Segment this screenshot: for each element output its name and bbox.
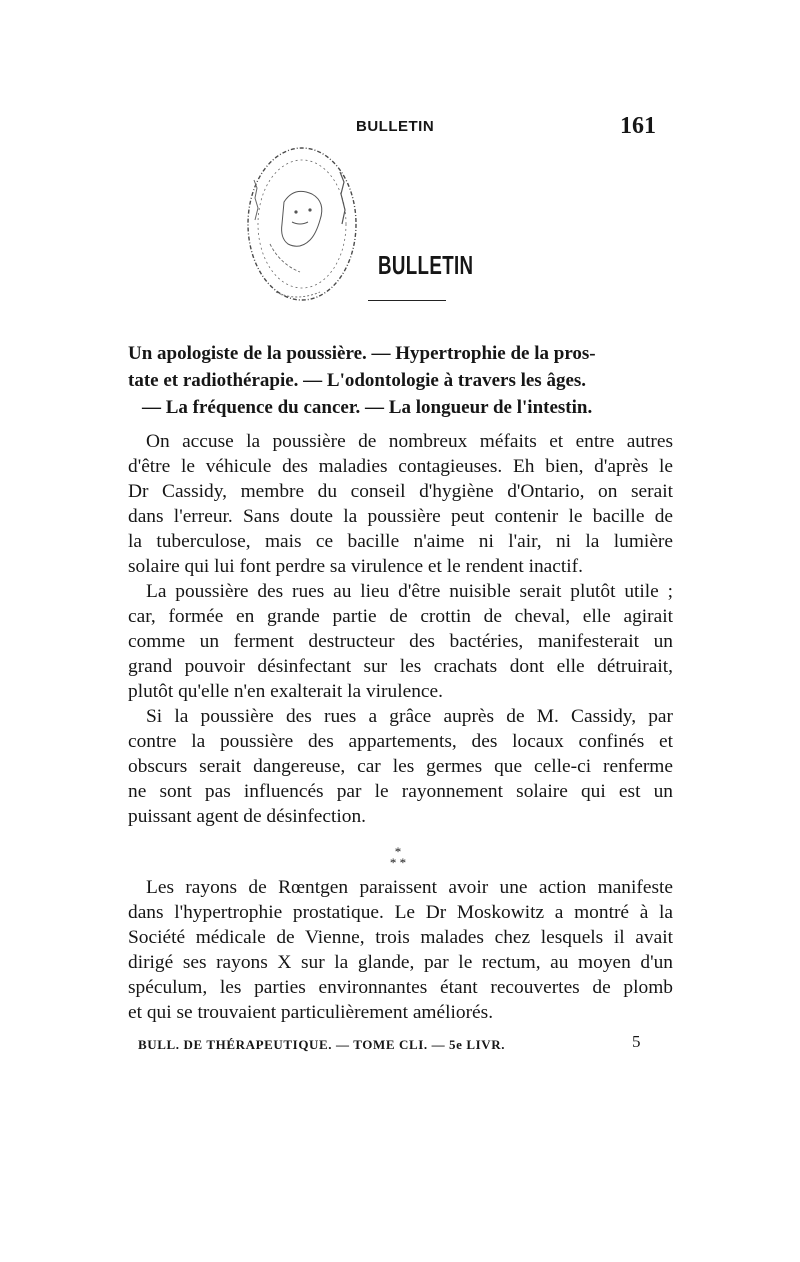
section-separator <box>378 846 418 868</box>
paragraph-line: Société médicale de Vienne, trois malades chez lesquels il avait <box>128 927 673 948</box>
paragraph-line: Dr Cassidy, membre du conseil d'hygiène d'Ontario, on serait <box>128 481 673 502</box>
paragraph-line: car, formée en grande partie de crottin de cheval, elle agirait <box>128 606 673 627</box>
paragraph-line: La poussière des rues au lieu d'être nuisible serait plutôt utile ; <box>146 581 673 602</box>
footer-signature: BULL. DE THÉRAPEUTIQUE. — TOME CLI. — 5e LIVR. <box>138 1037 506 1052</box>
paragraph-line: d'être le véhicule des maladies contagieuses. Eh bien, d'après le <box>128 456 673 477</box>
paragraph-line: dans l'hypertrophie prostatique. Le Dr Moskowitz a montré à la <box>128 902 673 923</box>
paragraph-line: et qui se trouvaient particulièrement améliorés. <box>128 1002 494 1023</box>
article-summary <box>128 340 673 421</box>
section-title: BULLETIN <box>378 250 474 280</box>
paragraph-line: comme un ferment destructeur des bactéries, manifesterait un <box>128 631 673 652</box>
paragraph-line: puissant agent de désinfection. <box>128 806 367 827</box>
paragraph-line: la tuberculose, mais ce bacille n'aime ni l'air, ni la lumière <box>128 531 673 552</box>
separator-star-top: * <box>394 844 402 859</box>
paragraph-line: On accuse la poussière de nombreux méfaits et entre autres <box>146 431 673 452</box>
paragraph-line: Les rayons de Rœntgen paraissent avoir une action manifeste <box>146 877 673 898</box>
footer-sheet-number: 5 <box>632 1032 641 1051</box>
paragraph-line: plutôt qu'elle n'en exalterait la virulence. <box>128 681 443 702</box>
separator-star-bottom: * * <box>389 855 407 870</box>
page-number: 161 <box>620 113 656 139</box>
paragraph-line: obscurs serait dangereuse, car les germes que celle-ci renferme <box>128 756 673 777</box>
paragraph-line: contre la poussière des appartements, des locaux confinés et <box>128 731 673 752</box>
library-stamp-icon <box>240 132 370 322</box>
paragraph-line: Si la poussière des rues a grâce auprès de M. Cassidy, par <box>146 706 673 727</box>
paragraph-line: ne sont pas influencés par le rayonnement solaire qui est un <box>128 781 673 802</box>
paragraph-line: dirigé ses rayons X sur la glande, par le rectum, au moyen d'un <box>128 952 673 973</box>
title-rule <box>368 300 446 301</box>
running-head: BULLETIN <box>356 118 435 135</box>
paragraph-line: spéculum, les parties environnantes étant recouvertes de plomb <box>128 977 673 998</box>
summary-line: tate et radiothérapie. — L'odontologie à travers les âges. <box>128 370 587 391</box>
paragraph-line: dans l'erreur. Sans doute la poussière peut contenir le bacille de <box>128 506 673 527</box>
summary-line: — La fréquence du cancer. — La longueur de l'intestin. <box>142 397 593 418</box>
paragraph-line: solaire qui lui font perdre sa virulence et le rendent inactif. <box>128 556 583 577</box>
summary-line: Un apologiste de la poussière. — Hypertrophie de la pros- <box>128 343 596 364</box>
paragraph-line: grand pouvoir désinfectant sur les crachats dont elle détruirait, <box>128 656 673 677</box>
